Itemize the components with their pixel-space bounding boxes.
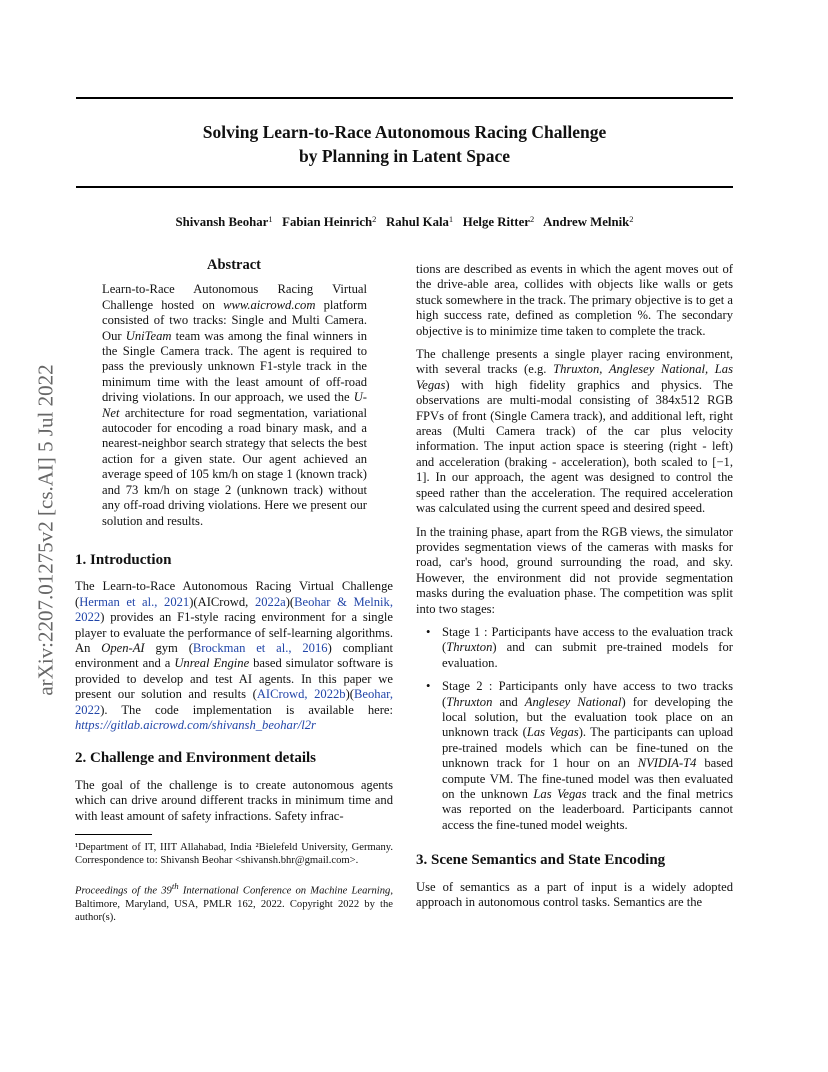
challenge-paragraph: The goal of the challenge is to create autonomous agents which can drive around different tracks in minimum time and with least amount of safety infractions. Safety infrac-: [75, 777, 393, 823]
right-paragraph-3: In the training phase, apart from the RGB views, the simulator provides segmentation views of the cameras with masks for road, car's hood, ground surrounding the road, and sky. However, the environment did not provide segmentation masks during the evaluation phase. The competition was split into two stages:: [416, 524, 733, 616]
left-column: [75, 258, 393, 933]
stage-text: ) for developing the local solution, but the evaluation took place on an unknown track (: [442, 694, 733, 740]
intro-unreal: Unreal Engine: [174, 656, 250, 671]
citation-link[interactable]: Beohar, 2022: [75, 687, 393, 717]
citation-link[interactable]: Herman et al., 2021: [79, 594, 190, 609]
intro-text: )(AICrowd,: [189, 594, 255, 609]
intro-text: ) compliant environment and a: [75, 640, 393, 671]
introduction-paragraph: [75, 579, 393, 733]
track-name: Las Vegas: [526, 725, 579, 740]
stage-text: based compute VM. The fine-tuned model was then evaluated on the unknown: [442, 756, 733, 801]
proceedings-sup: th: [171, 880, 179, 891]
author: Rahul Kala: [385, 215, 449, 229]
author: Shivansh Beohar: [175, 215, 269, 229]
stage-text: ) and can submit pre-trained models for evaluation.: [442, 640, 733, 670]
track-names: Thruxton, Anglesey National, Las Vegas: [416, 362, 734, 392]
author-affiliation: 2: [529, 214, 535, 224]
track-name: Thruxton: [446, 694, 493, 709]
citation-link[interactable]: 2022a: [254, 594, 286, 609]
abstract-text: Learn-to-Race Autonomous Racing Virtual Challenge hosted on: [102, 282, 367, 312]
author-list: [76, 214, 733, 230]
intro-text: based simulator software is provided to develop and test AI agents. In this paper we present our solution and results (: [75, 656, 393, 702]
title-line-1: Solving Learn-to-Race Autonomous Racing Challenge: [202, 122, 607, 142]
stage-text: Stage 2 : Participants only have access to two tracks (: [442, 679, 733, 709]
stage-text: Stage 1 : Participants have access to the evaluation track (: [442, 624, 733, 655]
track-name: Anglesey National: [524, 694, 622, 709]
stage-list: [416, 625, 733, 833]
title-line-2: by Planning in Latent Space: [298, 146, 511, 166]
author: Helge Ritter: [462, 215, 530, 229]
intro-openai: Open-AI: [101, 640, 145, 655]
intro-text: )(: [285, 594, 295, 609]
arxiv-identifier: arXiv:2207.01275v2 [cs.AI] 5 Jul 2022: [33, 364, 58, 696]
title-bottom-rule: [76, 186, 733, 188]
list-item: [416, 679, 733, 833]
author: Andrew Melnik: [543, 215, 630, 229]
abstract-body: [102, 282, 367, 529]
proceedings-text: International Conference on Machine Learning: [178, 885, 391, 897]
right-column: [416, 262, 733, 918]
right-paragraph-4: Use of semantics as a part of input is a widely adopted approach in autonomous control tasks. Semantics are the: [416, 879, 733, 910]
author-affiliation: 1: [268, 214, 273, 224]
para-text: ) with high fidelity graphics and physics. The observations are multi-modal consisting of 384x512 RGB FPVs of front (Single Camera track), and additional left, right areas (Multi Camera track) of the car plus velocity information. The input action space is steering (right - left) and acceleration (braking - acceleration), both scaled to [−1, 1]. In our approach, the agent was designed to control the speed rather than the acceleration. The required acceleration was calculated using the current speed and desired speed.: [416, 377, 733, 516]
gpu-name: NVIDIA-T4: [637, 756, 697, 771]
abstract-team-name: UniTeam: [125, 328, 172, 343]
right-paragraph-2: [416, 347, 733, 516]
abstract-heading: Abstract: [207, 257, 261, 273]
right-paragraph-1: tions are described as events in which the agent moves out of the drive-able area, collides with objects like walls or gets stuck somewhere in the track. The primary objective is to get a high success rate, defined as completion %. The secondary objective is to minimize time taken to complete the track.: [416, 262, 733, 338]
para-text: The challenge presents a single player racing environment, with several tracks (e.g.: [416, 347, 733, 377]
footnote-rule: [75, 834, 152, 835]
proceedings-text: , Baltimore, Maryland, USA, PMLR 162, 2022. Copyright 2022 by the author(s).: [75, 885, 393, 924]
citation-link[interactable]: AICrowd, 2022b: [256, 687, 346, 702]
affiliation-footnote: ¹Department of IT, IIIT Allahabad, India ²Bielefeld University, Germany. Correspondence to: Shivansh Beohar <shivansh.bhr@gmail.com>.: [75, 842, 393, 867]
intro-text: The Learn-to-Race Autonomous Racing Virtual Challenge (: [75, 579, 393, 609]
section-heading-challenge: 2. Challenge and Environment details: [75, 750, 317, 767]
paper-title: [76, 120, 733, 168]
stage-text: ). The participants can upload pre-trained models which can be fine-tuned on the unknown track for 1 hour on an: [442, 725, 734, 771]
list-item: [416, 625, 733, 671]
author-affiliation: 1: [448, 214, 454, 224]
abstract-url: www.aicrowd.com: [223, 297, 316, 312]
abstract-text: platform consisted of two tracks: Single and Multi Camera. Our: [102, 297, 368, 343]
abstract-text: team was among the final winners in the Single Camera track. The agent is required to pass the previously unknown F1-style track in the minimum time with the least amount of off-road driving violations. In our approach, we used the: [102, 328, 368, 405]
code-url-link[interactable]: https://gitlab.aicrowd.com/shivansh_beohar/l2r: [75, 717, 316, 732]
title-top-rule: [76, 97, 733, 99]
section-heading-scene-semantics: 3. Scene Semantics and State Encoding: [416, 852, 666, 869]
abstract-text: architecture for road segmentation, variational autocoder for encoding a road binary mask, and a nearest-neighbor search strategy that selects the best action for a given state. Our agent achieved an average speed of 105 km/h on stage 1 (known track) and 73 km/h on stage 2 (unknown track) without any off-road driving violations. Here we present our solution and results.: [102, 405, 367, 528]
track-name: Thruxton: [446, 640, 493, 655]
author: Fabian Heinrich: [282, 215, 373, 229]
author-affiliation: 2: [629, 214, 634, 224]
section-heading-introduction: 1. Introduction: [75, 551, 172, 568]
citation-link[interactable]: Brockman et al., 2016: [192, 640, 328, 655]
track-name: Las Vegas: [533, 787, 587, 801]
stage-text: and: [492, 694, 525, 709]
citation-link[interactable]: Beohar & Melnik, 2022: [75, 594, 393, 625]
intro-text: gym (: [144, 640, 193, 655]
intro-text: )(: [345, 687, 354, 702]
intro-text: ) provides an F1-style racing environment for a single player to evaluate the performance of self-learning algorithms. An: [75, 610, 393, 655]
author-affiliation: 2: [372, 214, 377, 224]
stage-text: track and the final metrics was reported on the leaderboard. Participants cannot access the fine-tuned model weights.: [442, 787, 733, 832]
intro-text: ). The code implementation is available here:: [100, 702, 393, 717]
proceedings-note: [75, 880, 393, 925]
abstract-unet: U-Net: [102, 390, 367, 420]
proceedings-text: Proceedings of the 39: [75, 885, 172, 897]
